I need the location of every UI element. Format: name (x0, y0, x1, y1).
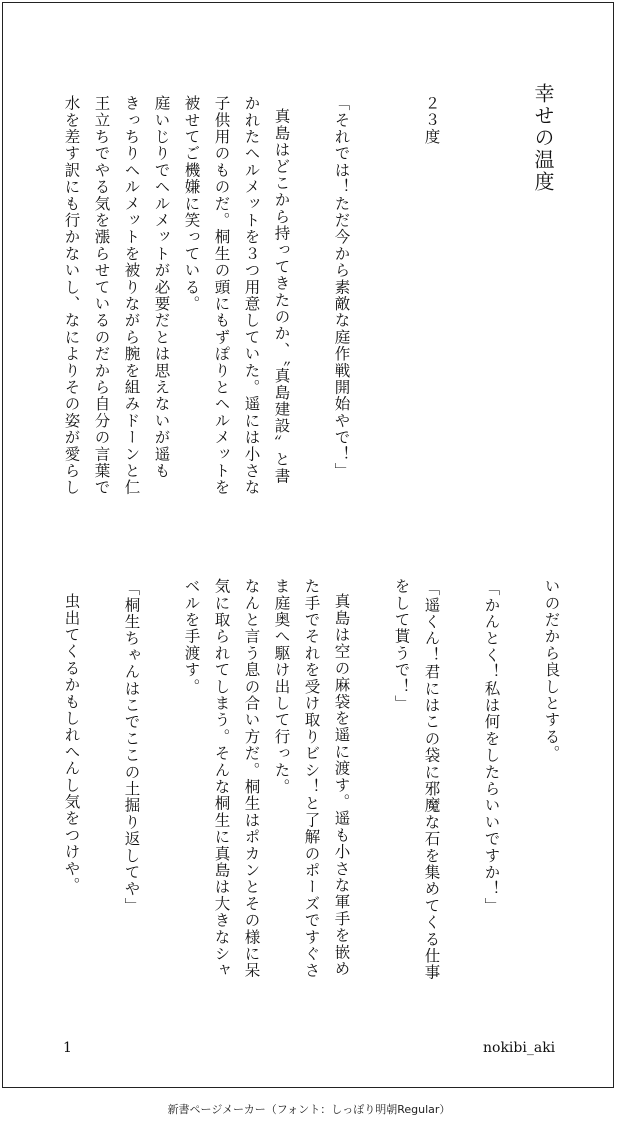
text-line: 「それでは！ただ今から素敵な庭作戦開始やで！」 (332, 95, 351, 480)
text-line: 庭いじりでヘルメットが必要だとは思えないが遥も (152, 95, 171, 480)
text-line: 「遥くん！君にはこの袋に邪魔な石を集めてくる仕事 (422, 580, 441, 981)
footer-caption: 新書ページメーカー（フォント：しっぽり明朝Regular） (167, 1103, 451, 1116)
text-line: 真島はどこから持ってきたのか、〝真島建設〟と書 (272, 108, 291, 485)
text-line: ま庭奥へ駆け出して行った。 (272, 578, 291, 796)
text-line: 被せてご機嫌に笑っている。 (182, 95, 201, 313)
page-number: 1 (63, 1040, 72, 1056)
text-line: 真島は空の麻袋を遥に渡す。遥も小さな軍手を嵌め (332, 593, 351, 978)
text-line: 王立ちでやる気を漲らせているのだから自分の言葉で (92, 95, 111, 496)
text-line: た手でそれを受け取りビシ！と了解のポーズですぐさ (302, 578, 321, 979)
text-line: なんと言う息の合い方だ。桐生はポカンとその様に呆 (242, 578, 261, 979)
author-name: nokibi_aki (483, 1040, 556, 1056)
text-line: 「桐生ちゃんはこでここの土掘り返してや」 (122, 580, 141, 914)
text-line: ２３度 (422, 95, 441, 146)
text-line: をして貰うで！」 (392, 578, 411, 712)
text-line: 子供用のものだ。桐生の頭にもずぽりとヘルメットを (212, 95, 231, 496)
text-line: 気に取られてしまう。そんな桐生に真島は大きなシャ (212, 578, 231, 979)
page-title: 幸せの温度 (531, 83, 555, 193)
text-line: きっちりヘルメットを被りながら腕を組みドーンと仁 (122, 95, 141, 496)
text-line: いのだから良しとする。 (542, 578, 561, 762)
page-frame (2, 2, 614, 1088)
text-line: 「かんとく！私は何をしたらいいですか！」 (482, 580, 501, 914)
text-line: 水を差す訳にも行かないし、なによりその姿が愛らし (62, 95, 81, 496)
text-line: ベルを手渡す。 (182, 578, 201, 695)
text-line: 虫出てくるかもしれへんし気をつけや。 (62, 593, 81, 894)
text-line: かれたヘルメットを３つ用意していた。遥には小さな (242, 95, 261, 496)
